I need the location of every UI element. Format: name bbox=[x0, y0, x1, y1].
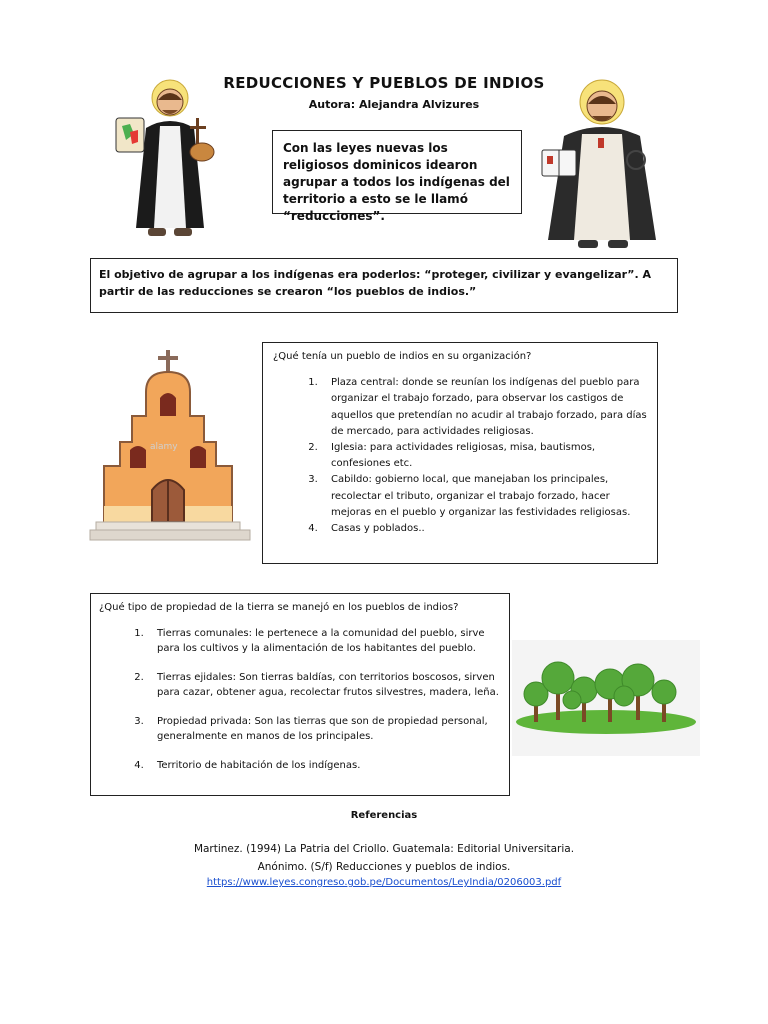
list-item: 1. Tierras comunales: le pertenece a la comunidad del pueblo, sirve para los cultivos y la alimentación de los habitantes del pueblo. bbox=[147, 626, 501, 657]
forest-trees-icon bbox=[512, 640, 700, 756]
land-list bbox=[99, 626, 501, 774]
land-question: ¿Qué tipo de propiedad de la tierra se manejó en los pueblos de indios? bbox=[99, 602, 459, 613]
objective-box bbox=[90, 258, 678, 313]
objective-text: El objetivo de agrupar a los indígenas era poderlos: “proteger, civilizar y evangelizar”. A partir de las reducciones se crearon “los pueblos de indios.” bbox=[99, 268, 652, 298]
intro-text: Con las leyes nuevas los religiosos dominicos idearon agrupar a todos los indígenas del territorio a esto se le llamó “reducciones”. bbox=[283, 141, 510, 223]
reference-1: Martinez. (1994) La Patria del Criollo. Guatemala: Editorial Universitaria. bbox=[193, 843, 575, 855]
organization-question: ¿Qué tenía un pueblo de indios en su organización? bbox=[273, 351, 532, 362]
reference-link[interactable]: https://www.leyes.congreso.gob.pe/Documentos/LeyIndia/0206003.pdf bbox=[206, 877, 562, 888]
organization-box bbox=[262, 342, 658, 564]
intro-box bbox=[272, 130, 522, 223]
friar-holding-map-icon bbox=[108, 78, 228, 246]
list-item: 4. Territorio de habitación de los indígenas. bbox=[147, 758, 501, 774]
list-item: 2. Tierras ejidales: Son tierras baldías, con territorios boscosos, sirven para cazar, obtener agua, recolectar frutos silvestres, madera, leña. bbox=[147, 670, 501, 701]
list-item: 3. Cabildo: gobierno local, que manejaban los principales, recolectar el tributo, organizar el trabajo forzado, hacer mejoras en el pueblo y organizar las festividades religiosas. bbox=[321, 472, 647, 521]
page-title: REDUCCIONES Y PUEBLOS DE INDIOS bbox=[223, 74, 545, 92]
list-item: 2. Iglesia: para actividades religiosas, misa, bautismos, confesiones etc. bbox=[321, 440, 647, 472]
author-line: Autora: Alejandra Alvizures bbox=[308, 98, 480, 111]
reference-2: Anónimo. (S/f) Reducciones y pueblos de indios. bbox=[257, 861, 511, 873]
watermark-text: alamy bbox=[150, 442, 178, 452]
organization-list bbox=[273, 375, 647, 537]
land-ownership-box bbox=[90, 593, 510, 796]
list-item: 3. Propiedad privada: Son las tierras que son de propiedad personal, generalmente en manos de los principales. bbox=[147, 714, 501, 745]
list-item: 4. Casas y poblados.. bbox=[321, 521, 647, 537]
list-item: 1. Plaza central: donde se reunían los indígenas del pueblo para organizar el trabajo forzado, para observar los castigos de aquellos que pretendían no acudir al trabajo forzado, para días de mercado, para actividades religiosas. bbox=[321, 375, 647, 440]
friar-holding-book-icon bbox=[538, 78, 664, 254]
references-title: Referencias bbox=[350, 810, 418, 821]
